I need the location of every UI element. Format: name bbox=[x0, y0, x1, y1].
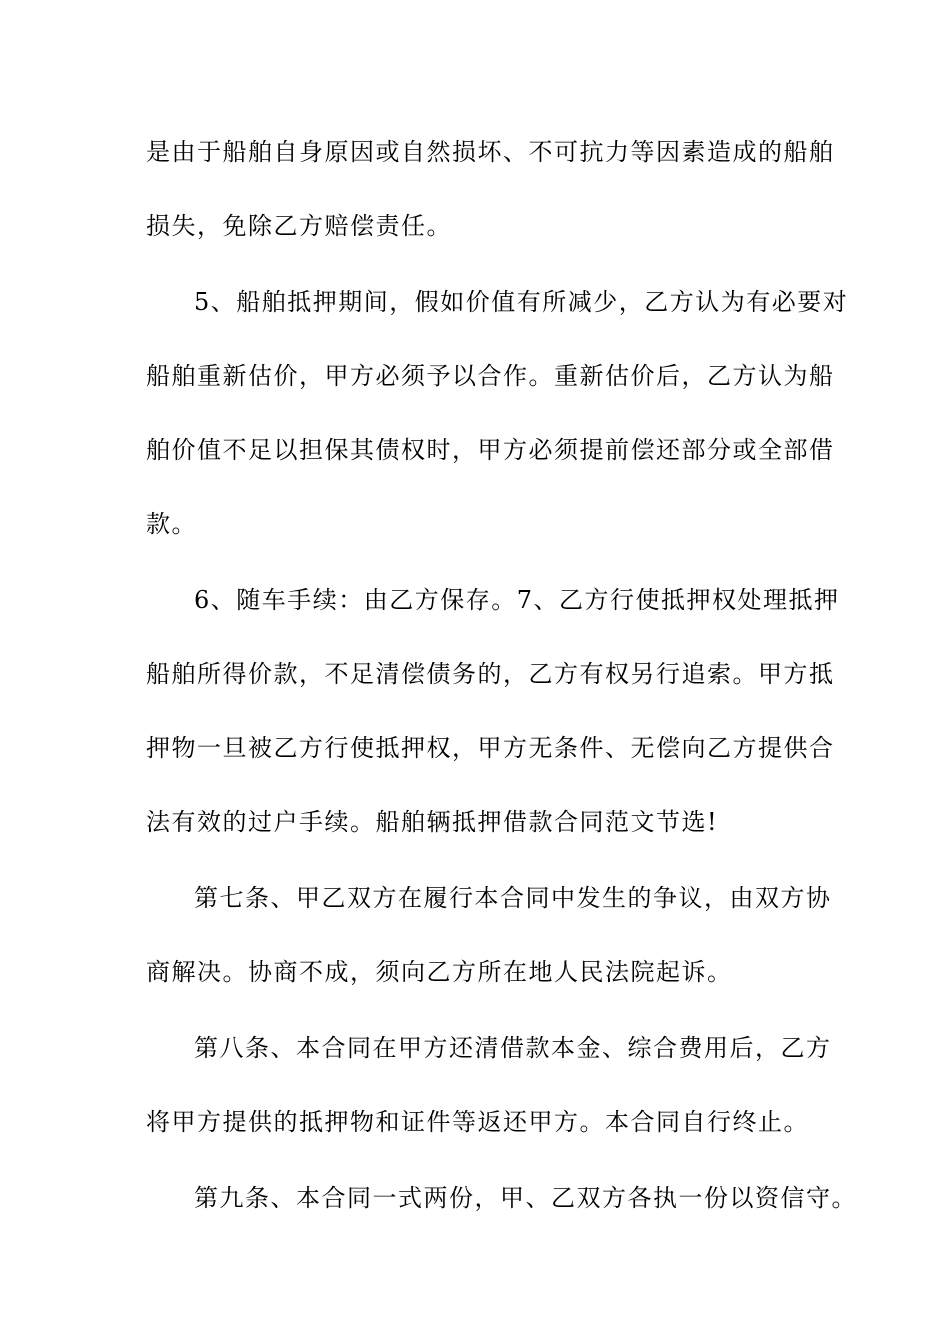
text-line: 船舶重新估价，甲方必须予以合作。重新估价后，乙方认为船 bbox=[146, 362, 835, 390]
text-line: 是由于船舶自身原因或自然损坏、不可抗力等因素造成的船舶 bbox=[146, 138, 835, 166]
text-line: 款。 bbox=[146, 510, 197, 538]
text-line: 押物一旦被乙方行使抵押权，甲方无条件、无偿向乙方提供合 bbox=[146, 734, 835, 762]
paragraph-start-line: 6、随车手续：由乙方保存。7、乙方行使抵押权处理抵押 bbox=[194, 586, 840, 614]
paragraph-start-line: 5、船舶抵押期间，假如价值有所减少，乙方认为有必要对 bbox=[194, 288, 849, 316]
text-line: 法有效的过户手续。船舶辆抵押借款合同范文节选! bbox=[146, 808, 719, 836]
paragraph-start-line: 第八条、本合同在甲方还清借款本金、综合费用后，乙方 bbox=[194, 1034, 832, 1062]
text-line: 损失，免除乙方赔偿责任。 bbox=[146, 212, 452, 240]
text-line: 船舶所得价款，不足清偿债务的，乙方有权另行追索。甲方抵 bbox=[146, 660, 835, 688]
text-line: 舶价值不足以担保其债权时，甲方必须提前偿还部分或全部借 bbox=[146, 436, 835, 464]
paragraph-start-line: 第七条、甲乙双方在履行本合同中发生的争议，由双方协 bbox=[194, 884, 832, 912]
text-line: 将甲方提供的抵押物和证件等返还甲方。本合同自行终止。 bbox=[146, 1108, 809, 1136]
text-line: 商解决。协商不成，须向乙方所在地人民法院起诉。 bbox=[146, 958, 733, 986]
paragraph-start-line: 第九条、本合同一式两份，甲、乙双方各执一份以资信守。 bbox=[194, 1184, 857, 1212]
